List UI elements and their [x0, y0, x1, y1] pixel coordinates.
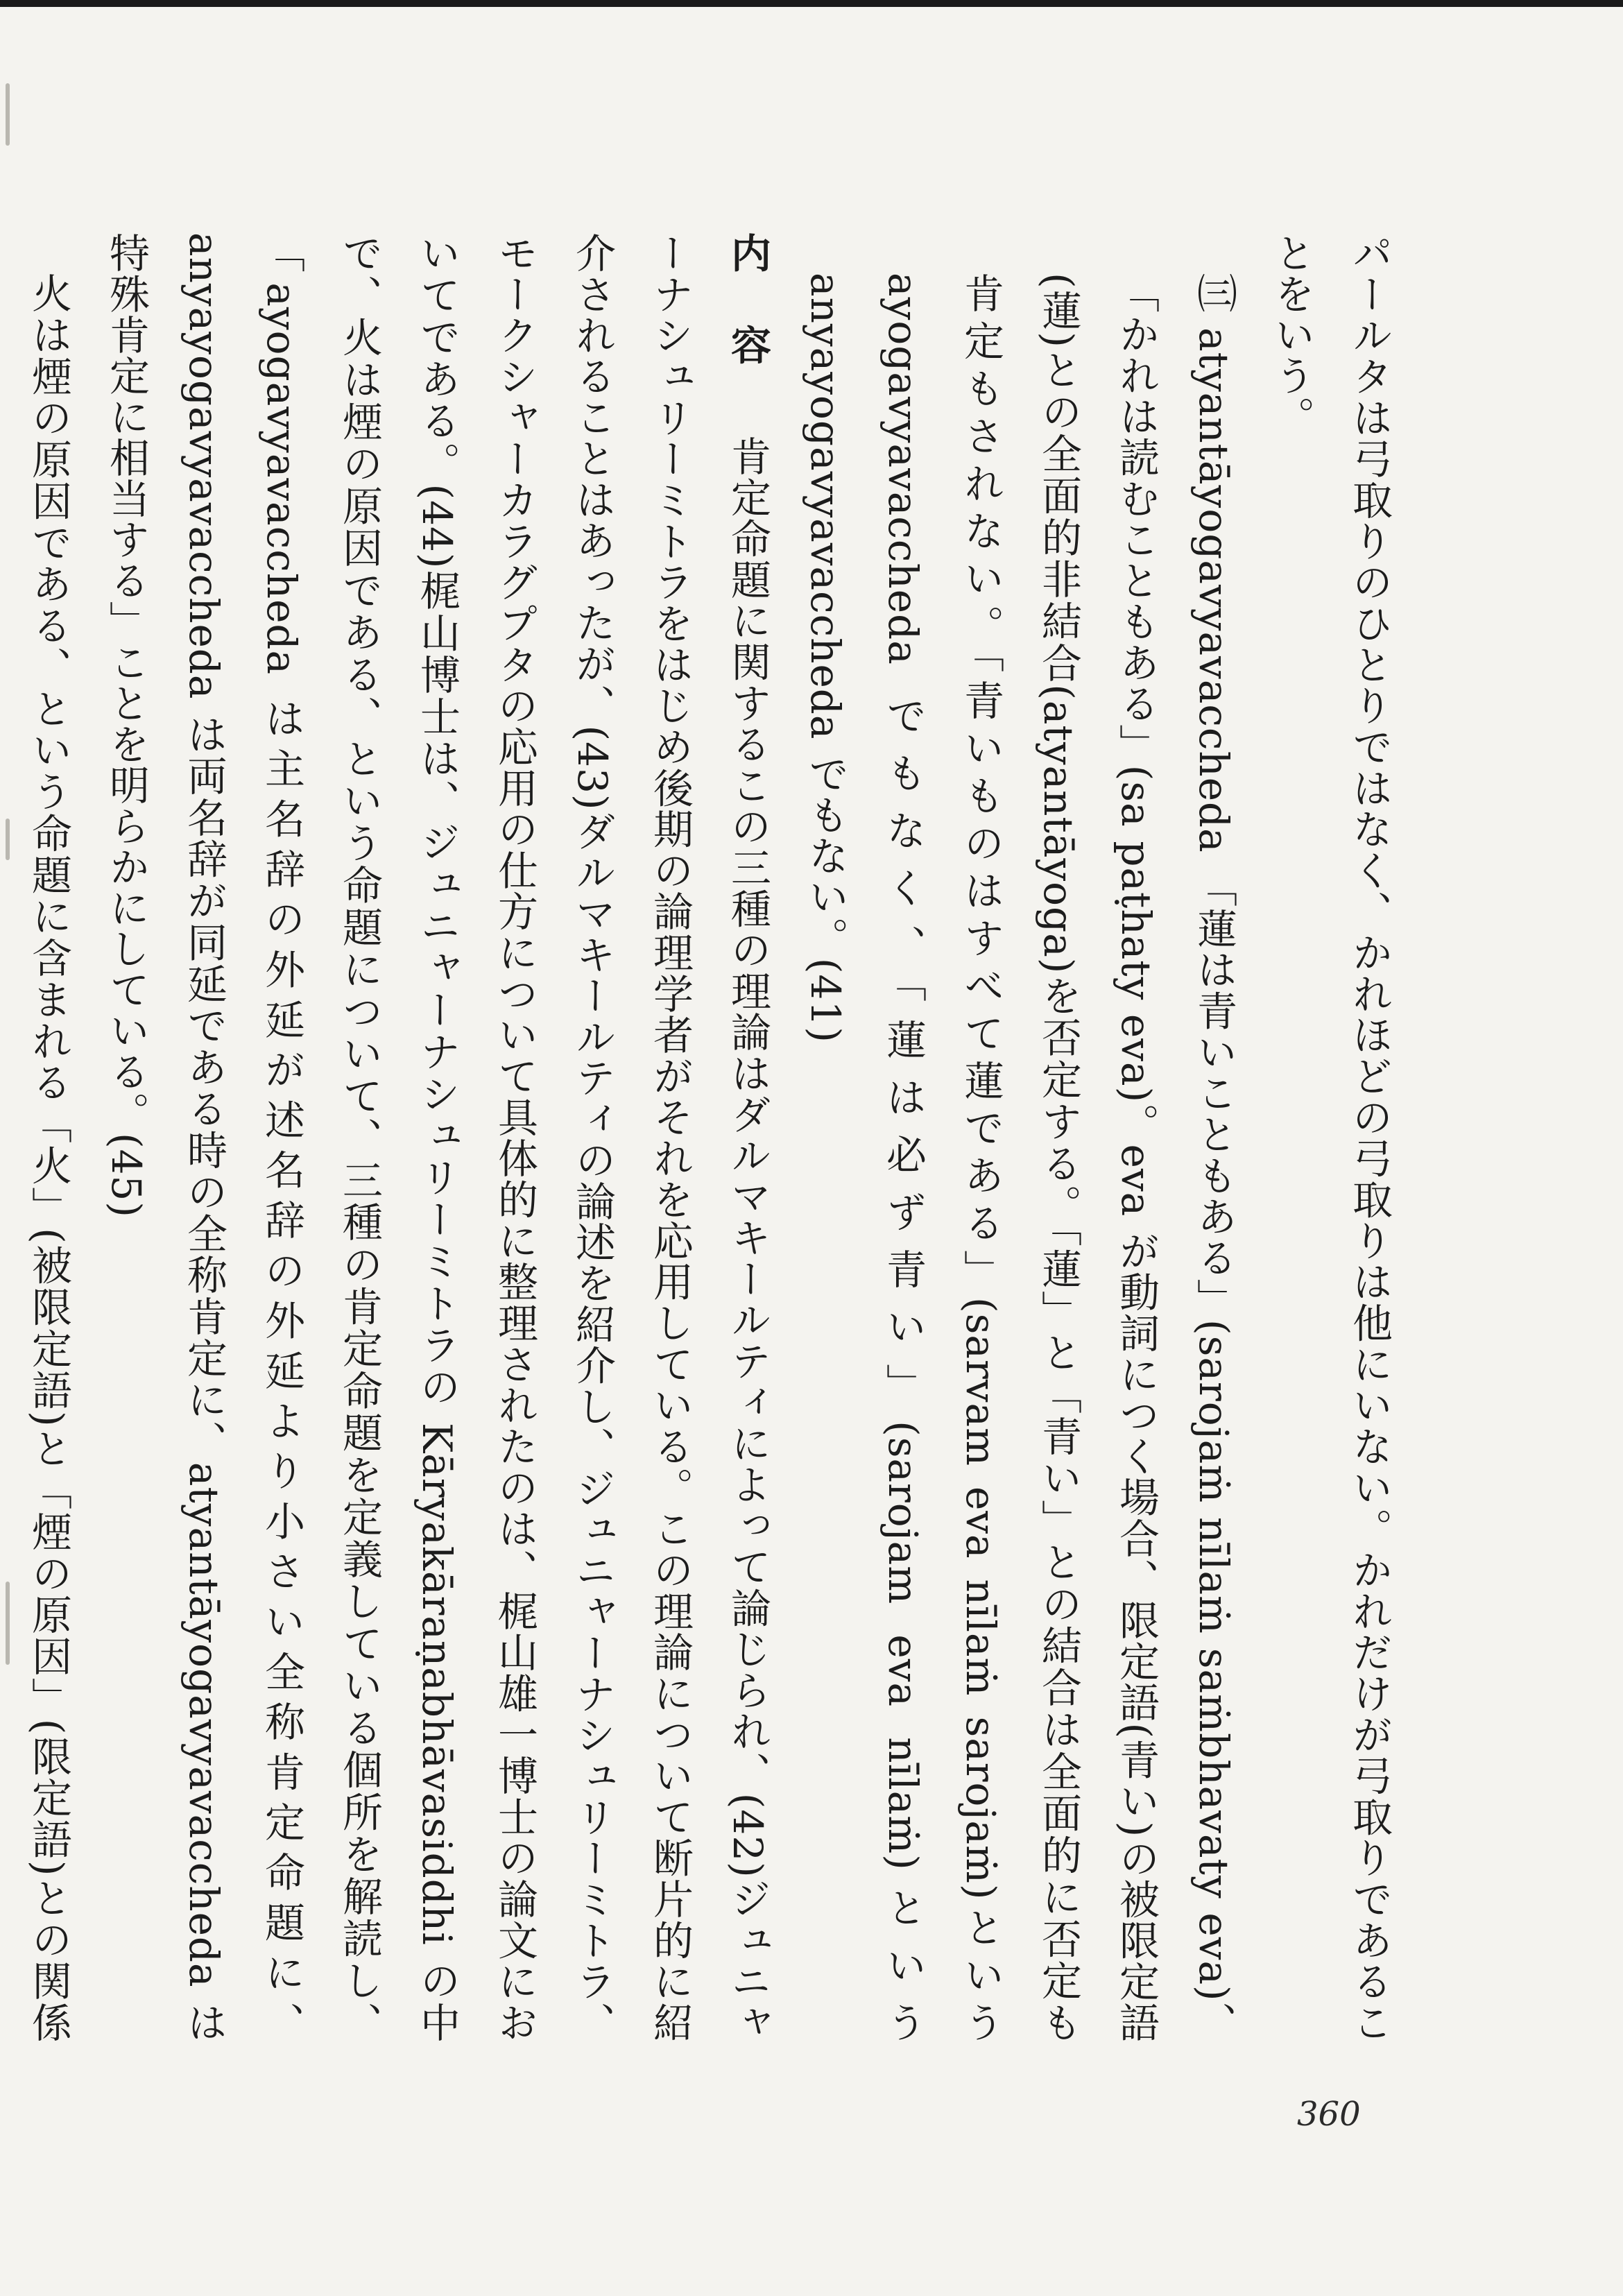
paragraph-4: 火は煙の原因である、という命題に含まれる「火」(被限定語)と「煙の原因」(限定語)との関係: [25, 273, 72, 2043]
paragraph-3: [87, 232, 787, 2043]
scan-mark: [6, 83, 10, 146]
paragraph-2: ㈢ atyantāyogavyavaccheda 「蓮は青いこともある」(sarojaṁ nīlaṁ saṁbhavaty eva)、「かれは読むこともある」(sa paṭhaty eva)。eva が動詞につく場合、限定語(青い)の被限定語(蓮)との全面的非結合(atyantāyoga)を否定する。「蓮」と「青い」との結合は全面的に否定も肯定もされない。「青いものはすべて蓮である」(sarvam eva nīlaṁ sarojaṁ)という ayogavyavaccheda でもなく、「蓮は必ず青い」(sarojam eva nīlaṁ)という anyayogavyavaccheda でもない。(41): [802, 273, 1237, 2043]
page-number: 360: [1297, 2095, 1361, 2134]
page-top-edge: [0, 0, 1623, 7]
paragraph-1: パールタは弓取りのひとりではなく、かれほどの弓取りは他にいない。かれだけが弓取りであることをいう。: [1268, 232, 1393, 2043]
body-text: [25, 232, 1408, 2043]
section-heading: 内 容: [724, 232, 771, 370]
paragraph-3-text: 肯定命題に関するこの三種の理論はダルマキールティによって論じられ、(42)ジュニャーナシュリーミトラをはじめ後期の論理学者がそれを応用している。この理論について断片的に紹介されることはあったが、(43)ダルマキールティの論述を紹介し、ジュニャーナシュリーミトラ、モークシャーカラグプタの応用の仕方について具体的に整理されたのは、梶山雄一博士の論文においてである。(44)梶山博士は、ジュニャーナシュリーミトラの Kāryakāraṇabhāvasiddhi の中で、火は煙の原因である、という命題について、三種の肯定命題を定義している個所を解読し、「ayogavyavaccheda は主名辞の外延が述名辞の外延より小さい全称肯定命題に、anyayogavyavaccheda は両名辞が同延である時の全称肯定に、atyantāyogavyavaccheda は特殊肯定に相当する」ことを明らかにしている。(45): [103, 232, 771, 2043]
